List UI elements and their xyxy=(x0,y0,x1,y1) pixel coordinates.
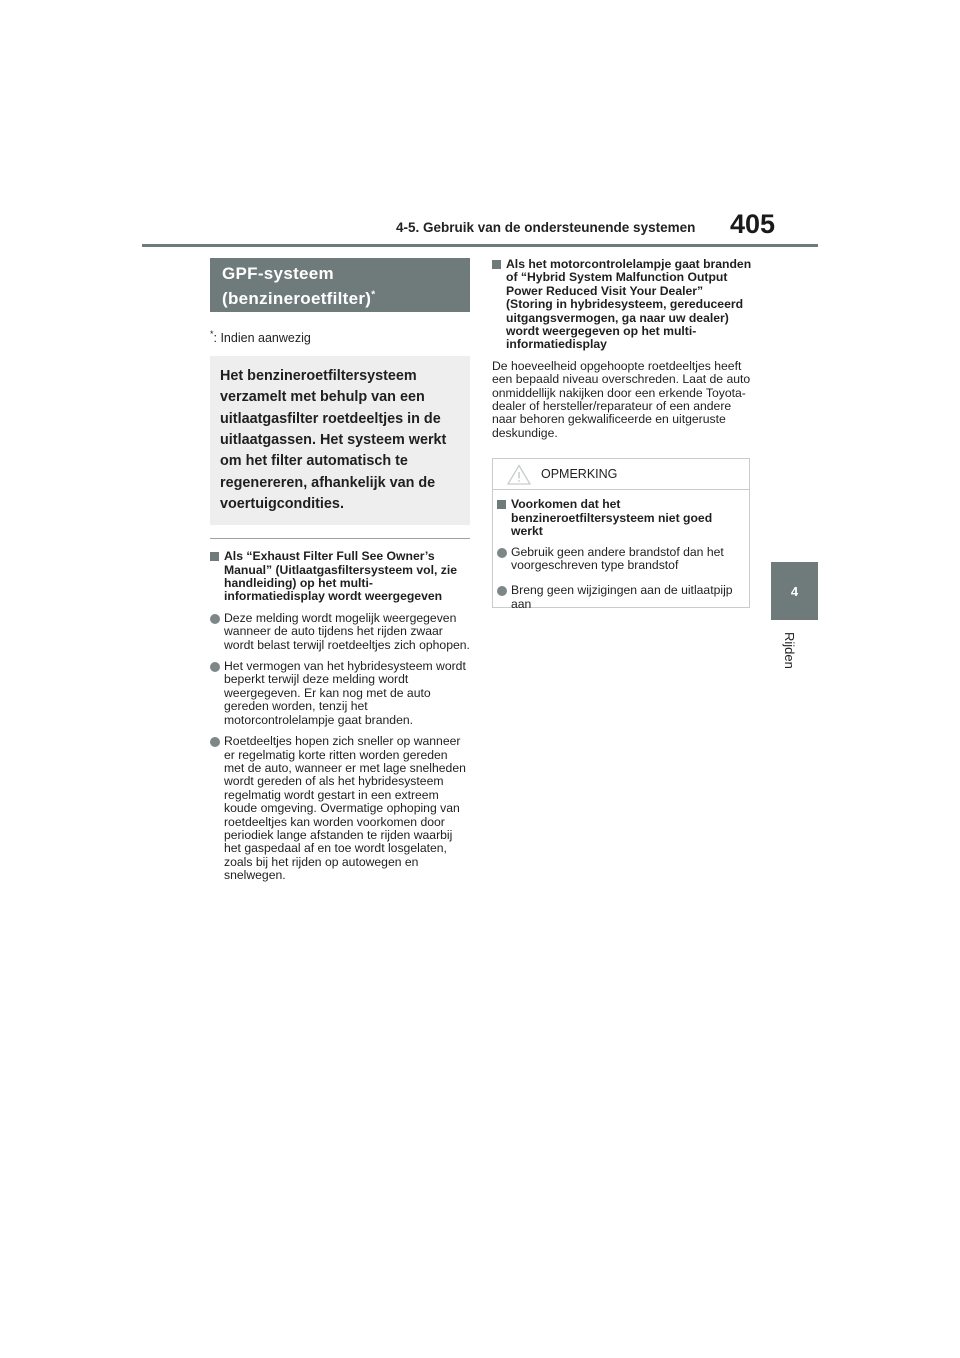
footnote-mark: * xyxy=(210,329,214,339)
square-bullet-icon xyxy=(210,552,219,561)
body-paragraph: De hoeveelheid opgehoopte roetdeeltjes heeft een bepaald niveau overschreden. Laat de auto onmiddellijk nakijken door een erkende Toyota-dealer of hersteller/reparateur of een andere naar behoren gekwalificeerde en uitgeruste deskundige. xyxy=(492,358,751,440)
intro-box: Het benzineroetfiltersysteem verzamelt met behulp van een uitlaatgasfilter roetdeeltjes in de uitlaatgassen. Het systeem werkt om het filter automatisch te regenereren, afhankelijk van de voertuigcondities. xyxy=(210,356,470,525)
square-bullet-icon xyxy=(497,500,506,509)
circle-bullet-icon xyxy=(210,662,220,672)
list-item xyxy=(210,660,470,727)
section-divider xyxy=(210,538,470,539)
list-item xyxy=(210,735,470,882)
circle-bullet-icon xyxy=(497,548,507,558)
circle-bullet-icon xyxy=(497,586,507,596)
warning-triangle-icon xyxy=(507,464,531,485)
list-item xyxy=(210,612,470,652)
list-item-text: Gebruik geen andere brandstof dan het voorgeschreven type brandstof xyxy=(511,544,724,572)
footnote xyxy=(210,326,470,346)
circle-bullet-icon xyxy=(210,737,220,747)
chapter-number: 4 xyxy=(790,583,799,599)
section-heading-line1: GPF-systeem xyxy=(222,264,334,283)
square-bullet-icon xyxy=(492,260,501,269)
notice-body xyxy=(493,490,749,611)
header-rule xyxy=(142,244,818,247)
notice-title: OPMERKING xyxy=(541,467,618,482)
notice-box xyxy=(492,458,750,611)
list-item-text: Het vermogen van het hybridesysteem wordt beperkt terwijl deze melding wordt weergegeven. Er kan nog met de auto gereden worden, tenzij het motorcontrolelampje gaat branden. xyxy=(224,659,466,727)
list-item xyxy=(497,546,741,573)
subheading-text: Voorkomen dat het benzineroetfiltersysteem niet goed werkt xyxy=(511,497,713,539)
section-heading-line2: (benzineroetfilter) xyxy=(222,289,372,308)
chapter-label: Rijden xyxy=(782,632,797,669)
circle-bullet-icon xyxy=(210,614,220,624)
section-heading xyxy=(210,258,470,312)
list-item-text: Breng geen wijzigingen aan de uitlaatpijp aan xyxy=(511,583,733,611)
subheading-text: Als het motorcontrolelampje gaat branden of “Hybrid System Malfunction Output Power Reduced Visit Your Dealer” (Storing in hybridesysteem, gereduceerd uitgangsvermogen, ga naar uw dealer) wordt weergegeven op het multi-informatiedisplay xyxy=(506,257,752,352)
notice-header xyxy=(493,459,749,490)
right-column xyxy=(492,257,752,611)
footnote-text: : Indien aanwezig xyxy=(213,331,311,346)
chapter-tab xyxy=(771,562,818,620)
list-item-text: Roetdeeltjes hopen zich sneller op wanneer er regelmatig korte ritten worden gereden met de auto, wanneer er met lage snelheden wordt gereden of als het hybridesysteem regelmatig wordt gestart in een extreem koude omgeving. Overmatige ophoping van roetdeeltjes kan worden voorkomen door periodiek lange afstanden te rijden waarbij het gaspedaal af en toe wordt losgelaten, zoals bij het rijden op autowegen en snelwegen. xyxy=(224,734,466,883)
subheading-engine-warning xyxy=(492,258,752,352)
subheading-exhaust-filter-full xyxy=(210,550,470,604)
list-item xyxy=(497,584,741,611)
running-header: 4-5. Gebruik van de ondersteunende systemen xyxy=(396,220,696,235)
section-heading-mark: * xyxy=(371,289,376,301)
list-item-text: Deze melding wordt mogelijk weergegeven wanneer de auto tijdens het rijden zwaar wordt belast terwijl roetdeeltjes zich ophopen. xyxy=(224,610,470,652)
page-number: 405 xyxy=(730,209,776,239)
left-column xyxy=(210,258,470,883)
subheading-text: Als “Exhaust Filter Full See Owner’s Manual” (Uitlaatgasfiltersysteem vol, zie handleiding) op het multi-informatiedisplay wordt weergegeven xyxy=(224,549,457,604)
notice-subheading xyxy=(497,498,741,538)
